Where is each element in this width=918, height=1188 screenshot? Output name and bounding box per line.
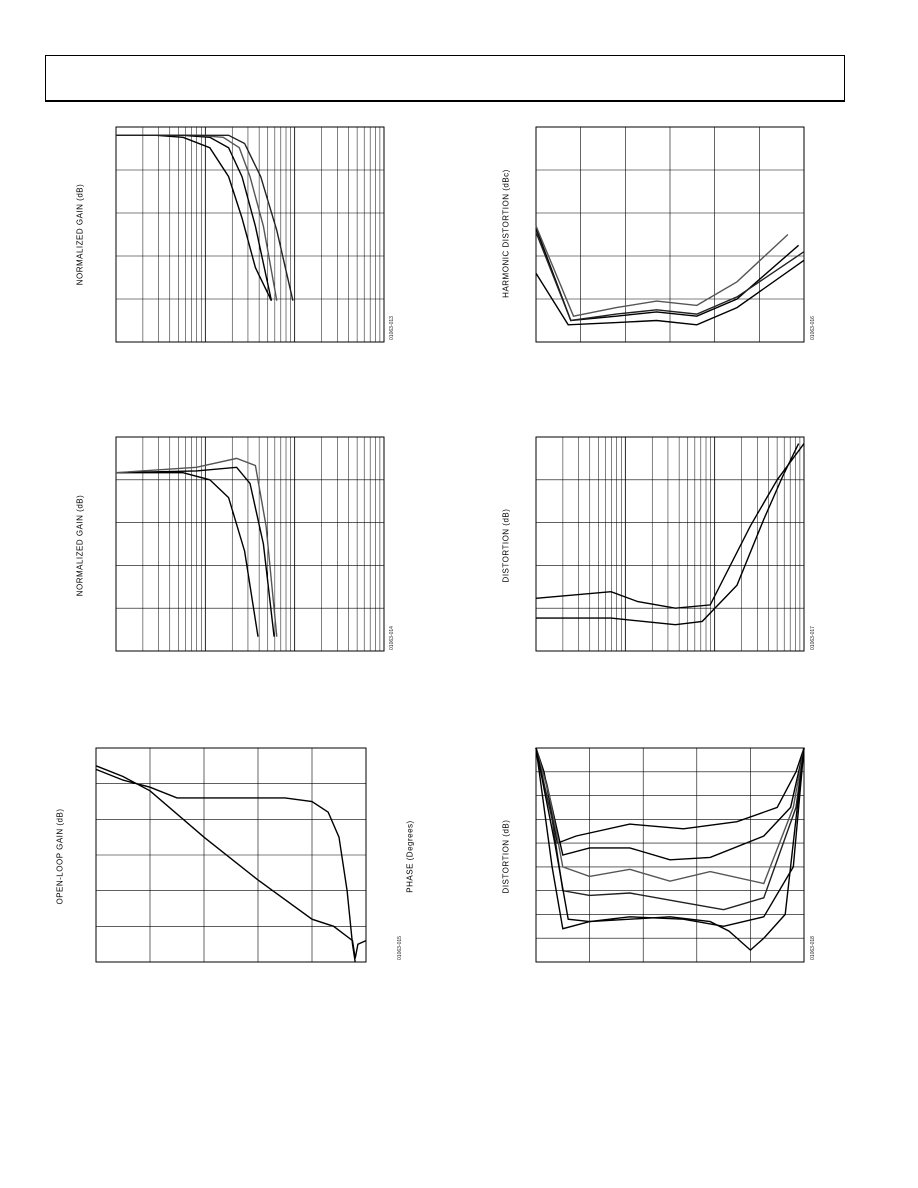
figure-id: 01063-017 [810,626,816,650]
y-axis-label: DISTORTION (dB) [501,819,511,894]
y-axis-label: NORMALIZED GAIN (dB) [75,183,85,286]
y2-axis-label: PHASE (Degrees) [405,820,415,893]
series-line [536,748,804,884]
series-line [536,748,804,910]
y-axis-label: DISTORTION (dB) [501,508,511,583]
figure-id: 01063-018 [810,936,816,960]
plot-frame [536,748,804,962]
figure-id: 01063-013 [389,316,395,340]
figure-id: 01063-014 [389,626,395,650]
y-axis-label: HARMONIC DISTORTION (dBc) [501,169,511,298]
figure-id: 01063-016 [810,316,816,340]
figure-id: 01063-015 [397,936,403,960]
y-axis-label: OPEN-LOOP GAIN (dB) [55,808,65,905]
y-axis-label: NORMALIZED GAIN (dB) [75,494,85,597]
